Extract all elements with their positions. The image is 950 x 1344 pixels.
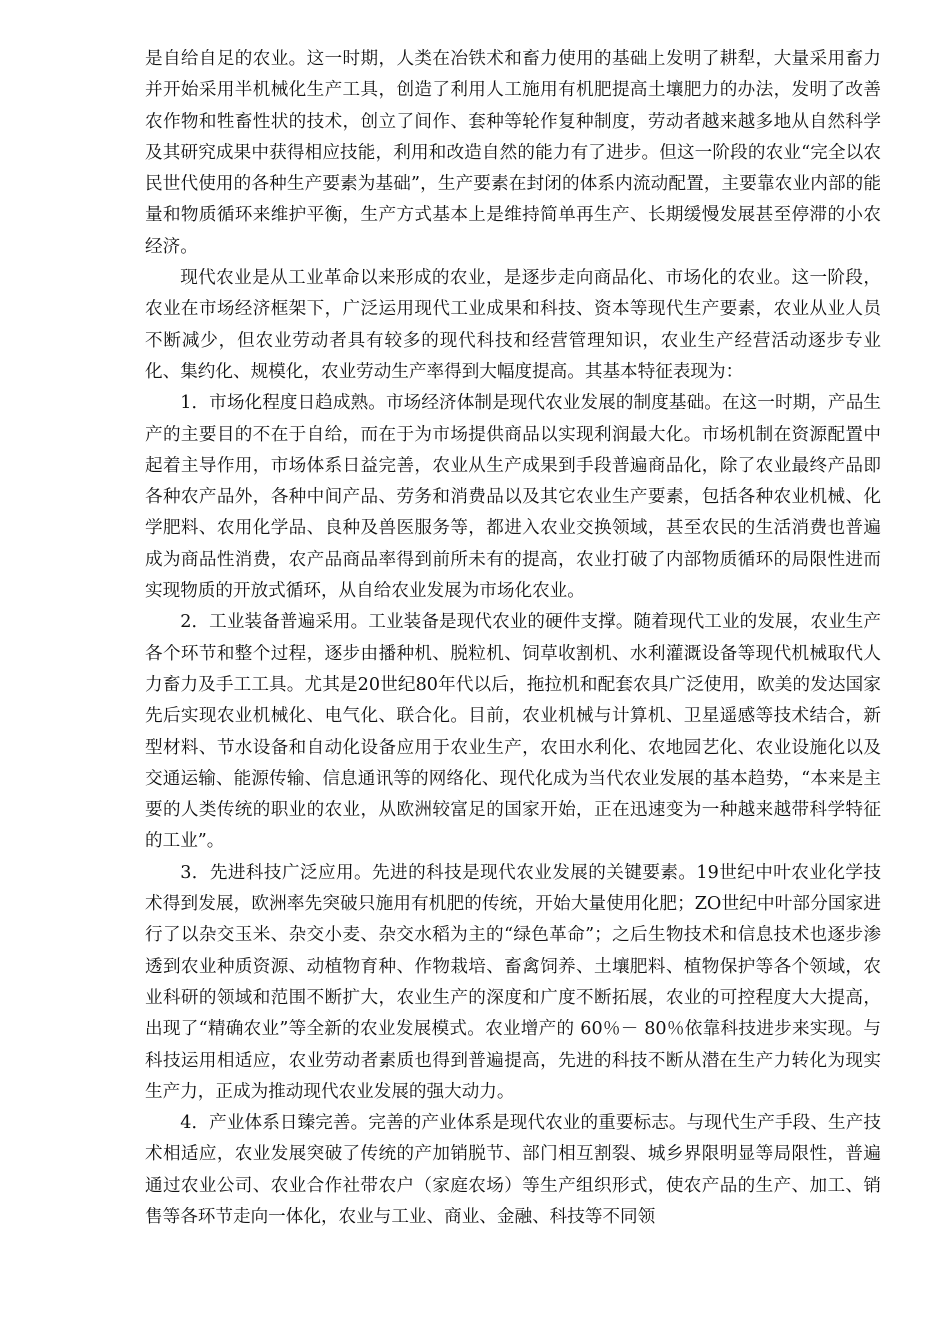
paragraph-modern-agriculture: 现代农业是从工业革命以来形成的农业，是逐步走向商品化、市场化的农业。这一阶段，农业在市场经济框架下，广泛运用现代工业成果和科技、资本等现代生产要素，农业从业人员不断减少，但农业劳动者具有较多的现代科技和经营管理知识，农业生产经营活动逐步专业化、集约化、规模化，农业劳动生产率得到大幅度提高。其基本特征表现为：	[145, 268, 881, 382]
document-body	[145, 44, 881, 1233]
paragraph-point-1: 1．市场化程度日趋成熟。市场经济体制是现代农业发展的制度基础。在这一时期，产品生产的主要目的不在于自给，而在于为市场提供商品以实现利润最大化。市场机制在资源配置中起着主导作用，市场体系日益完善，农业从生产成果到手段普遍商品化，除了农业最终产品即各种农产品外，各种中间产品、劳务和消费品以及其它农业生产要素，包括各种农业机械、化学肥料、农用化学品、良种及兽医服务等，都进入农业交换领域，甚至农民的生活消费也普遍成为商品性消费，农产品商品率得到前所未有的提高，农业打破了内部物质循环的局限性进而实现物质的开放式循环，从自给农业发展为市场化农业。	[145, 393, 881, 602]
paragraph-point-3: 3．先进科技广泛应用。先进的科技是现代农业发展的关键要素。19世纪中叶农业化学技术得到发展，欧洲率先突破只施用有机肥的传统，开始大量使用化肥；ZO世纪中叶部分国家进行了以杂交玉米、杂交小麦、杂交水稻为主的“绿色革命”；之后生物技术和信息技术也逐步渗透到农业种质资源、动植物育种、作物栽培、畜禽饲养、土壤肥料、植物保护等各个领域，农业科研的领域和范围不断扩大，农业生产的深度和广度不断拓展，农业的可控程度大大提高，出现了“精确农业”等全新的农业发展模式。农业增产的 60％－ 80％依靠科技进步来实现。与科技运用相适应，农业劳动者素质也得到普遍提高，先进的科技不断从潜在生产力转化为现实生产力，正成为推动现代农业发展的强大动力。	[145, 862, 881, 1102]
paragraph-continuation: 是自给自足的农业。这一时期，人类在冶铁术和畜力使用的基础上发明了耕犁，大量采用畜力并开始采用半机械化生产工具，创造了利用人工施用有机肥提高土壤肥力的办法，发明了改善农作物和牲畜性状的技术，创立了间作、套种等轮作复种制度，劳动者越来越多地从自然科学及其研究成果中获得相应技能，利用和改造自然的能力有了进步。但这一阶段的农业“完全以农民世代使用的各种生产要素为基础”，生产要素在封闭的体系内流动配置，主要靠农业内部的能量和物质循环来维护平衡，生产方式基本上是维持简单再生产、长期缓慢发展甚至停滞的小农经济。	[145, 49, 881, 257]
paragraph-point-4: 4．产业体系日臻完善。完善的产业体系是现代农业的重要标志。与现代生产手段、生产技术相适应，农业发展突破了传统的产加销脱节、部门相互割裂、城乡界限明显等局限性，普遍通过农业公司、农业合作社带农户（家庭农场）等生产组织形式，使农产品的生产、加工、销售等各环节走向一体化，农业与工业、商业、金融、科技等不同领	[145, 1113, 881, 1227]
paragraph-point-2: 2．工业装备普遍采用。工业装备是现代农业的硬件支撑。随着现代工业的发展，农业生产各个环节和整个过程，逐步由播种机、脱粒机、饲草收割机、水利灌溉设备等现代机械取代人力畜力及手工工具。尤其是20世纪80年代以后，拖拉机和配套农具广泛使用，欧美的发达国家先后实现农业机械化、电气化、联合化。目前，农业机械与计算机、卫星遥感等技术结合，新型材料、节水设备和自动化设备应用于农业生产，农田水利化、农地园艺化、农业设施化以及交通运输、能源传输、信息通讯等的网络化、现代化成为当代农业发展的基本趋势，“本来是主要的人类传统的职业的农业，从欧洲较富足的国家开始，正在迅速变为一种越来越带科学特征的工业”。	[145, 612, 881, 852]
